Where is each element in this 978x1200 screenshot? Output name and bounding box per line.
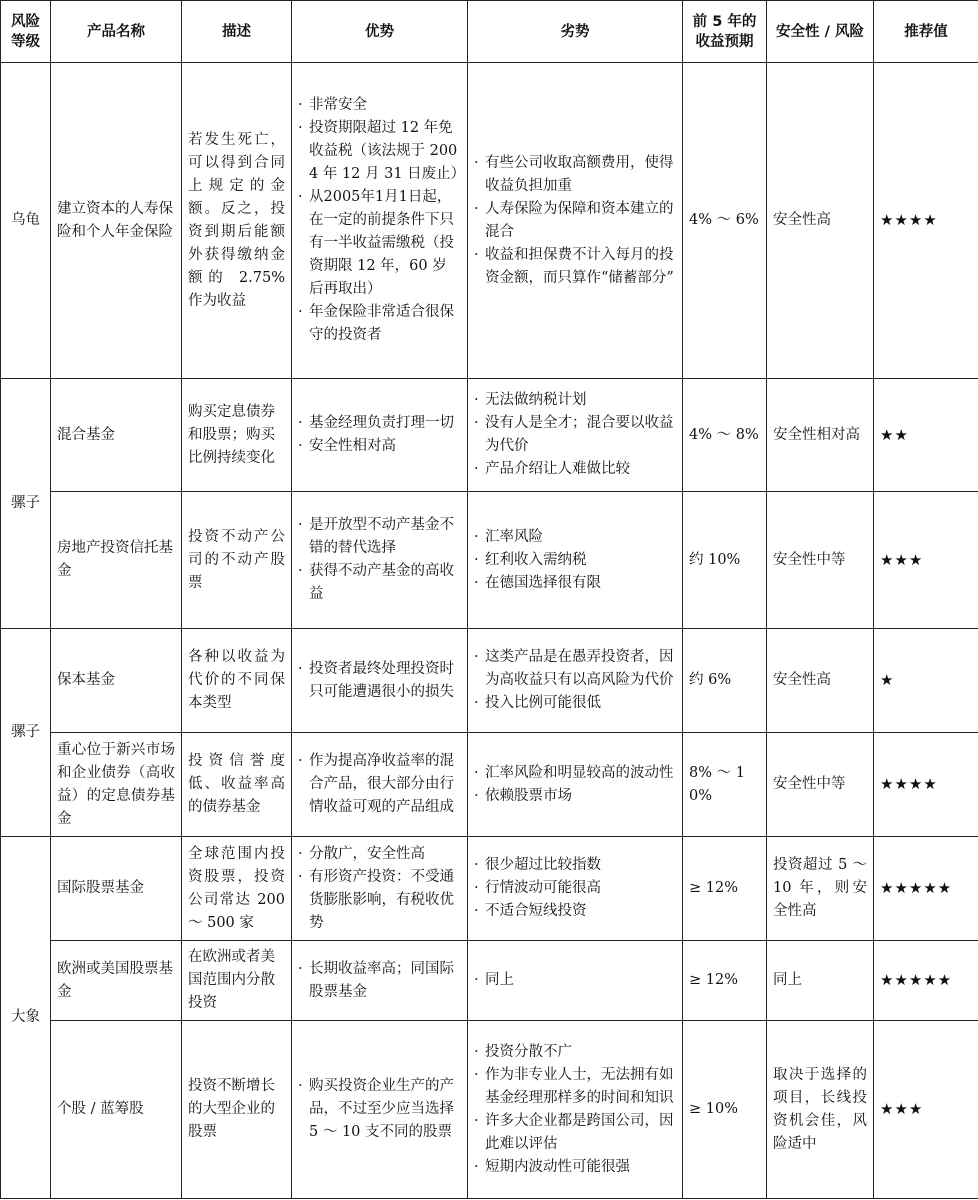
description-cell: 投资不动产公司的不动产股票 — [182, 492, 292, 629]
description-cell: 若发生死亡，可以得到合同上规定的金额。反之，投资到期后能额外获得缴纳金额的 2.75% 作为收益 — [182, 63, 292, 379]
advantage-item: · 有形资产投资：不受通货膨胀影响，有税收优势 — [298, 866, 461, 935]
advantage-item: · 长期收益率高；同国际股票基金 — [298, 958, 461, 1004]
rating-stars: ★★★★ — [874, 733, 978, 837]
header-row — [1, 1, 978, 63]
disadvantages-cell — [468, 941, 683, 1021]
disadvantages-cell — [468, 629, 683, 733]
header-description: 描述 — [182, 1, 292, 63]
advantage-item: · 从2005年1月1日起，在一定的前提条件下只有一半收益需缴税（投资期限 12 年，60 岁后再取出） — [298, 186, 461, 301]
risk-level-cell: 大象 — [1, 837, 51, 1199]
description-cell: 投资不断增长的大型企业的股票 — [182, 1021, 292, 1199]
rating-stars: ★★ — [874, 379, 978, 492]
disadvantage-item: · 汇率风险 — [474, 526, 676, 549]
disadvantage-item: · 人寿保险为保障和资本建立的混合 — [474, 198, 676, 244]
advantage-item: · 购买投资企业生产的产品，不过至少应当选择 5 ～ 10 支不同的股票 — [298, 1075, 461, 1144]
product-name-cell: 房地产投资信托基金 — [51, 492, 182, 629]
table-row — [1, 837, 978, 941]
safety-cell: 安全性相对高 — [767, 379, 874, 492]
header-expected-return: 前 5 年的收益预期 — [683, 1, 767, 63]
disadvantage-item: · 产品介绍让人难做比较 — [474, 458, 676, 481]
safety-cell: 取决于选择的项目，长线投资机会佳，风险适中 — [767, 1021, 874, 1199]
rating-stars: ★★★★ — [874, 63, 978, 379]
product-name-cell: 国际股票基金 — [51, 837, 182, 941]
disadvantage-item: · 在德国选择很有限 — [474, 572, 676, 595]
expected-return-cell: ≥ 10% — [683, 1021, 767, 1199]
rating-stars: ★★★ — [874, 492, 978, 629]
expected-return-cell: ≥ 12% — [683, 941, 767, 1021]
description-cell: 各种以收益为代价的不同保本类型 — [182, 629, 292, 733]
table-row — [1, 492, 978, 629]
disadvantage-item: · 投资分散不广 — [474, 1041, 676, 1064]
advantage-item: · 作为提高净收益率的混合产品，很大部分由行情收益可观的产品组成 — [298, 750, 461, 819]
advantages-cell — [292, 492, 468, 629]
description-cell: 投资信誉度低、收益率高的债券基金 — [182, 733, 292, 837]
rating-stars: ★★★★★ — [874, 941, 978, 1021]
safety-cell: 安全性高 — [767, 629, 874, 733]
disadvantage-item: · 收益和担保费不计入每月的投资金额，而只算作“储蓄部分” — [474, 244, 676, 290]
risk-level-cell: 骡子 — [1, 629, 51, 837]
description-cell: 购买定息债券和股票；购买比例持续变化 — [182, 379, 292, 492]
advantage-item: · 安全性相对高 — [298, 435, 461, 458]
advantage-item: · 年金保险非常适合很保守的投资者 — [298, 301, 461, 347]
advantage-item: · 是开放型不动产基金不错的替代选择 — [298, 514, 461, 560]
product-name-cell: 保本基金 — [51, 629, 182, 733]
disadvantage-item: · 这类产品是在愚弄投资者，因为高收益只有以高风险为代价 — [474, 646, 676, 692]
advantages-cell — [292, 379, 468, 492]
expected-return-cell: 8% ～ 10% — [683, 733, 767, 837]
disadvantage-item: · 有些公司收取高额费用，使得收益负担加重 — [474, 152, 676, 198]
risk-level-cell: 骡子 — [1, 379, 51, 629]
product-name-cell: 混合基金 — [51, 379, 182, 492]
table-row — [1, 941, 978, 1021]
advantages-cell — [292, 63, 468, 379]
disadvantages-cell — [468, 1021, 683, 1199]
rating-stars: ★★★ — [874, 1021, 978, 1199]
disadvantages-cell — [468, 492, 683, 629]
safety-cell: 安全性中等 — [767, 492, 874, 629]
table-row — [1, 379, 978, 492]
product-name-cell: 欧洲或美国股票基金 — [51, 941, 182, 1021]
disadvantage-item: · 同上 — [474, 969, 676, 992]
table-row — [1, 63, 978, 379]
disadvantage-item: · 投入比例可能很低 — [474, 692, 676, 715]
disadvantage-item: · 不适合短线投资 — [474, 900, 676, 923]
description-cell: 在欧洲或者美国范围内分散投资 — [182, 941, 292, 1021]
expected-return-cell: ≥ 12% — [683, 837, 767, 941]
advantage-item: · 投资期限超过 12 年免收益税（该法规于 2004 年 12 月 31 日废止） — [298, 117, 461, 186]
disadvantage-item: · 很少超过比较指数 — [474, 854, 676, 877]
advantage-item: · 非常安全 — [298, 94, 461, 117]
risk-level-cell: 乌龟 — [1, 63, 51, 379]
disadvantage-item: · 红利收入需纳税 — [474, 549, 676, 572]
table-row — [1, 733, 978, 837]
header-safety-risk: 安全性 / 风险 — [767, 1, 874, 63]
advantage-item: · 投资者最终处理投资时只可能遭遇很小的损失 — [298, 658, 461, 704]
advantage-item: · 分散广，安全性高 — [298, 843, 461, 866]
expected-return-cell: 4% ～ 8% — [683, 379, 767, 492]
rating-stars: ★★★★★ — [874, 837, 978, 941]
disadvantage-item: · 行情波动可能很高 — [474, 877, 676, 900]
disadvantages-cell — [468, 379, 683, 492]
table-row — [1, 1021, 978, 1199]
description-cell: 全球范围内投资股票，投资公司常达 200 ～ 500 家 — [182, 837, 292, 941]
expected-return-cell: 4% ～ 6% — [683, 63, 767, 379]
safety-cell: 安全性高 — [767, 63, 874, 379]
disadvantage-item: · 没有人是全才；混合要以收益为代价 — [474, 412, 676, 458]
rating-stars: ★ — [874, 629, 978, 733]
advantages-cell — [292, 733, 468, 837]
product-name-cell: 重心位于新兴市场和企业债券（高收益）的定息债券基金 — [51, 733, 182, 837]
advantages-cell — [292, 1021, 468, 1199]
disadvantages-cell — [468, 63, 683, 379]
disadvantage-item: · 汇率风险和明显较高的波动性 — [474, 762, 676, 785]
expected-return-cell: 约 10% — [683, 492, 767, 629]
product-name-cell: 建立资本的人寿保险和个人年金保险 — [51, 63, 182, 379]
safety-cell: 投资超过 5 ～ 10 年，则安全性高 — [767, 837, 874, 941]
disadvantages-cell — [468, 733, 683, 837]
safety-cell: 安全性中等 — [767, 733, 874, 837]
header-advantages: 优势 — [292, 1, 468, 63]
disadvantage-item: · 作为非专业人士，无法拥有如基金经理那样多的时间和知识 — [474, 1064, 676, 1110]
disadvantage-item: · 依赖股票市场 — [474, 785, 676, 808]
advantages-cell — [292, 941, 468, 1021]
advantages-cell — [292, 837, 468, 941]
disadvantage-item: · 许多大企业都是跨国公司，因此难以评估 — [474, 1110, 676, 1156]
disadvantage-item: · 短期内波动性可能很强 — [474, 1156, 676, 1179]
disadvantage-item: · 无法做纳税计划 — [474, 389, 676, 412]
advantages-cell — [292, 629, 468, 733]
advantage-item: · 基金经理负责打理一切 — [298, 412, 461, 435]
header-risk-level: 风险等级 — [1, 1, 51, 63]
table-row — [1, 629, 978, 733]
product-name-cell: 个股 / 蓝筹股 — [51, 1021, 182, 1199]
expected-return-cell: 约 6% — [683, 629, 767, 733]
header-recommendation: 推荐值 — [874, 1, 978, 63]
safety-cell: 同上 — [767, 941, 874, 1021]
disadvantages-cell — [468, 837, 683, 941]
header-product-name: 产品名称 — [51, 1, 182, 63]
header-disadvantages: 劣势 — [468, 1, 683, 63]
advantage-item: · 获得不动产基金的高收益 — [298, 560, 461, 606]
